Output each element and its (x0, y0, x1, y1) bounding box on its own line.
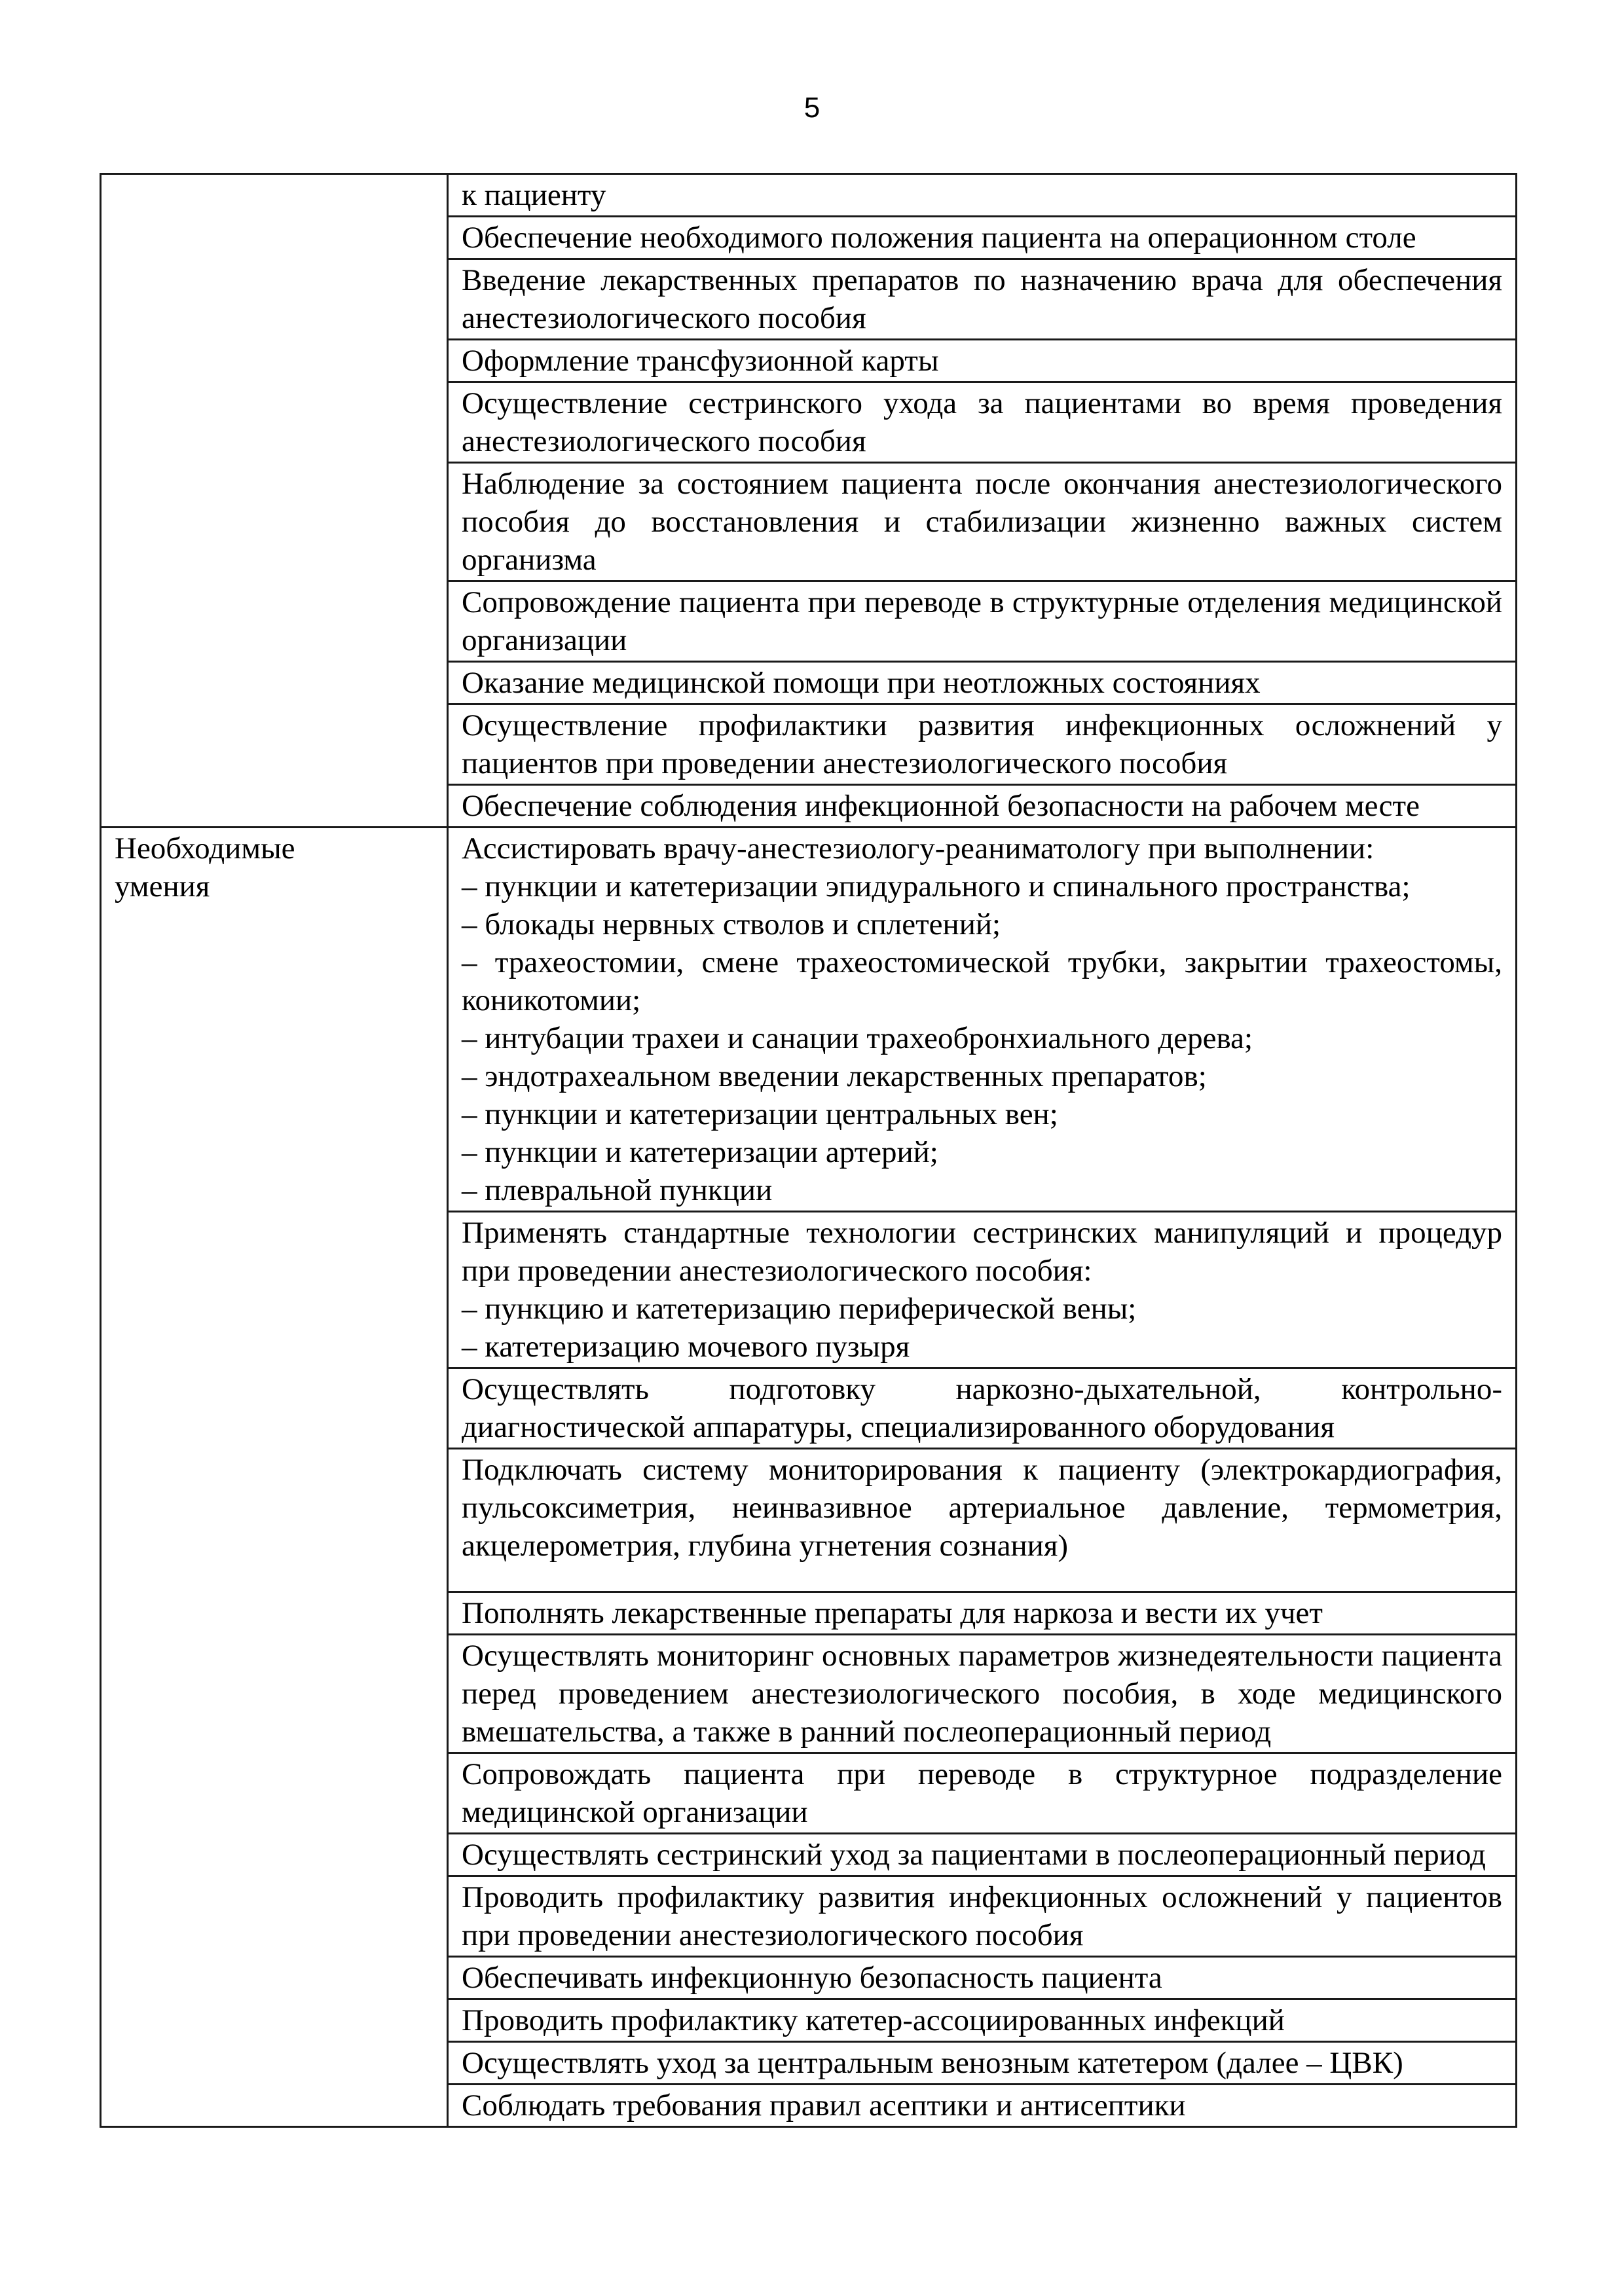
labor-action-text: Обеспечение соблюдения инфекционной безопасности на рабочем месте (448, 785, 1517, 828)
skill-text: Пополнять лекарственные препараты для наркоза и вести их учет (448, 1592, 1517, 1635)
skill-text: Осуществлять мониторинг основных параметров жизнедеятельности пациента перед проведением анестезиологического пособия, в ходе медицинского вмешательства, а также в ранний послеоперационный период (448, 1635, 1517, 1753)
competency-table (100, 173, 1517, 2128)
skill-text: Соблюдать требования правил асептики и антисептики (448, 2085, 1517, 2127)
labor-action-text: Оформление трансфузионной карты (448, 340, 1517, 382)
labor-action-text: Обеспечение необходимого положения пациента на операционном столе (448, 217, 1517, 259)
labor-action-text: Осуществление сестринского ухода за пациентами во время проведения анестезиологического пособия (448, 382, 1517, 463)
labor-action-text: Наблюдение за состоянием пациента после окончания анестезиологического пособия до восстановления и стабилизации жизненно важных систем организма (448, 463, 1517, 581)
skill-text: Осуществлять сестринский уход за пациентами в послеоперационный период (448, 1834, 1517, 1876)
table-row (101, 828, 1517, 1212)
skill-text: Ассистировать врачу-анестезиологу-реаниматологу при выполнении: – пункции и катетеризации эпидурального и спинального пространства; – блокады нервных стволов и сплетений; – трахеостомии, смене трахеостомической трубки, закрытии трахеостомы, коникотомии; – интубации трахеи и санации трахеобронхиального дерева; – эндотрахеальном введении лекарственных препаратов; – пункции и катетеризации центральных вен; – пункции и катетеризации артерий; – плевральной пункции (448, 828, 1517, 1212)
labor-action-text: Введение лекарственных препаратов по назначению врача для обеспечения анестезиологического пособия (448, 259, 1517, 340)
skill-text: Осуществлять уход за центральным венозным катетером (далее – ЦВК) (448, 2042, 1517, 2085)
labor-action-text: к пациенту (448, 174, 1517, 217)
labor-action-text: Осуществление профилактики развития инфекционных осложнений у пациентов при проведении анестезиологического пособия (448, 704, 1517, 785)
skill-text: Применять стандартные технологии сестринских манипуляций и процедур при проведении анестезиологического пособия: – пункцию и катетеризацию периферической вены; – катетеризацию мочевого пузыря (448, 1212, 1517, 1368)
skill-text: Осуществлять подготовку наркозно-дыхательной, контрольно-диагностической аппаратуры, специализированного оборудования (448, 1368, 1517, 1449)
skills-label-cell: Необходимые умения (101, 828, 448, 2127)
table-row (101, 174, 1517, 217)
skill-text: Проводить профилактику катетер-ассоциированных инфекций (448, 1999, 1517, 2042)
top-block-label-cell (101, 174, 448, 828)
skill-text: Обеспечивать инфекционную безопасность пациента (448, 1957, 1517, 1999)
labor-action-text: Сопровождение пациента при переводе в структурные отделения медицинской организации (448, 581, 1517, 662)
skill-text: Подключать систему мониторирования к пациенту (электрокардиография, пульсоксиметрия, неинвазивное артериальное давление, термометрия, акцелерометрия, глубина угнетения сознания) (448, 1449, 1517, 1592)
labor-action-text: Оказание медицинской помощи при неотложных состояниях (448, 662, 1517, 704)
page-number: 5 (803, 92, 821, 124)
skill-text: Сопровождать пациента при переводе в структурное подразделение медицинской организации (448, 1753, 1517, 1834)
skill-text: Проводить профилактику развития инфекционных осложнений у пациентов при проведении анестезиологического пособия (448, 1876, 1517, 1957)
